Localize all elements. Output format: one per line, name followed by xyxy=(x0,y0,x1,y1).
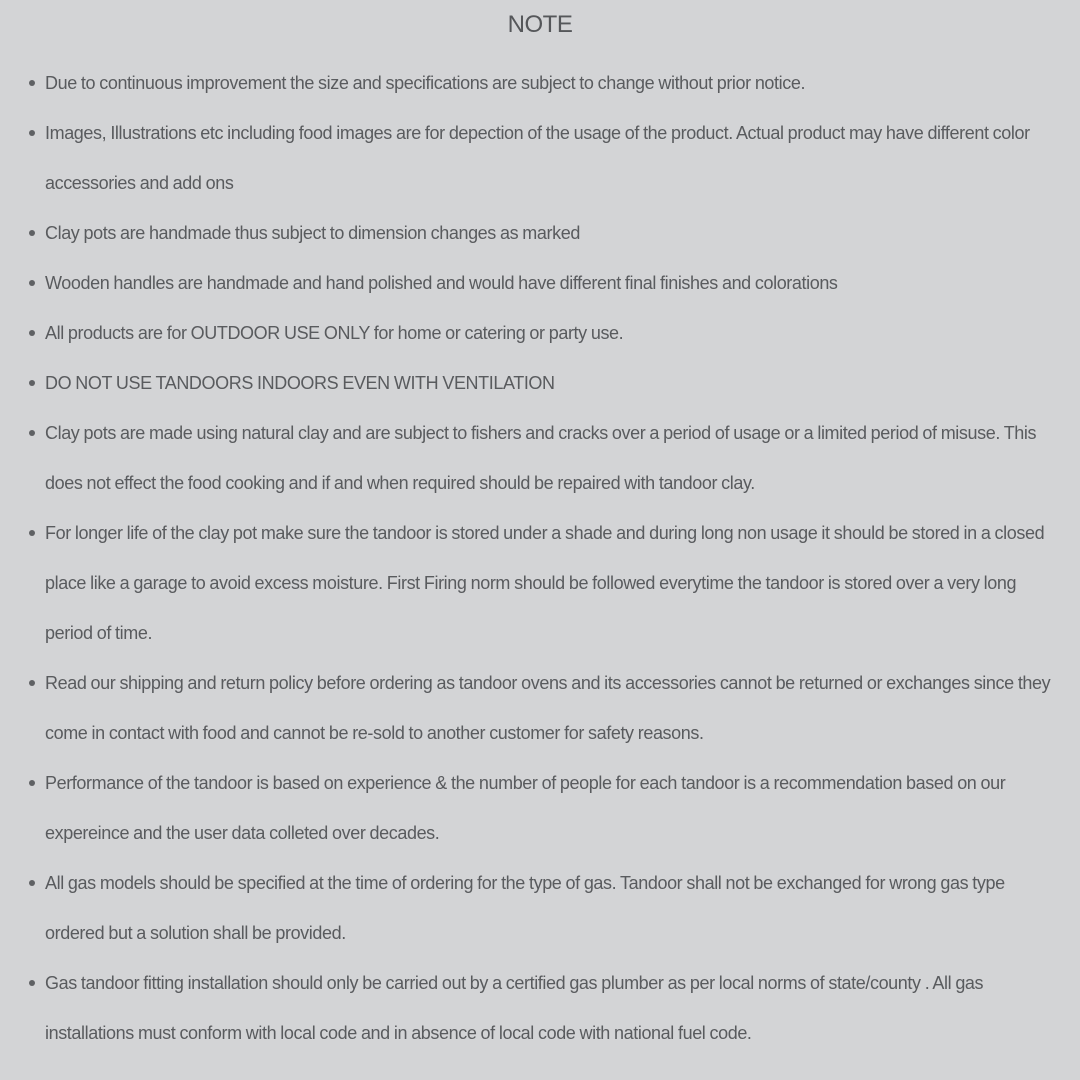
note-list xyxy=(45,58,1060,1058)
note-item: Read our shipping and return policy before ordering as tandoor ovens and its accessories cannot be returned or exchanges since they come in contact with food and cannot be re-sold to another customer for safety reasons. xyxy=(45,658,1060,758)
note-item: Gas tandoor fitting installation should only be carried out by a certified gas plumber as per local norms of state/county . All gas installations must conform with local code and in absence of local code with national fuel code. xyxy=(45,958,1060,1058)
note-item: Wooden handles are handmade and hand polished and would have different final finishes and colorations xyxy=(45,258,1060,308)
note-item: DO NOT USE TANDOORS INDOORS EVEN WITH VENTILATION xyxy=(45,358,1060,408)
note-item: Images, Illustrations etc including food images are for depection of the usage of the product. Actual product may have different color accessories and add ons xyxy=(45,108,1060,208)
note-item: Due to continuous improvement the size and specifications are subject to change without prior notice. xyxy=(45,58,1060,108)
note-item: Clay pots are handmade thus subject to dimension changes as marked xyxy=(45,208,1060,258)
note-item: Performance of the tandoor is based on experience & the number of people for each tandoor is a recommendation based on our expereince and the user data colleted over decades. xyxy=(45,758,1060,858)
note-item: For longer life of the clay pot make sure the tandoor is stored under a shade and during long non usage it should be stored in a closed place like a garage to avoid excess moisture. First Firing norm should be followed everytime the tandoor is stored over a very long period of time. xyxy=(45,508,1060,658)
note-item: All gas models should be specified at the time of ordering for the type of gas. Tandoor shall not be exchanged for wrong gas type ordered but a solution shall be provided. xyxy=(45,858,1060,958)
page-title: NOTE xyxy=(507,11,573,38)
note-item: All products are for OUTDOOR USE ONLY for home or catering or party use. xyxy=(45,308,1060,358)
note-item: Clay pots are made using natural clay and are subject to fishers and cracks over a period of usage or a limited period of misuse. This does not effect the food cooking and if and when required should be repaired with tandoor clay. xyxy=(45,408,1060,508)
